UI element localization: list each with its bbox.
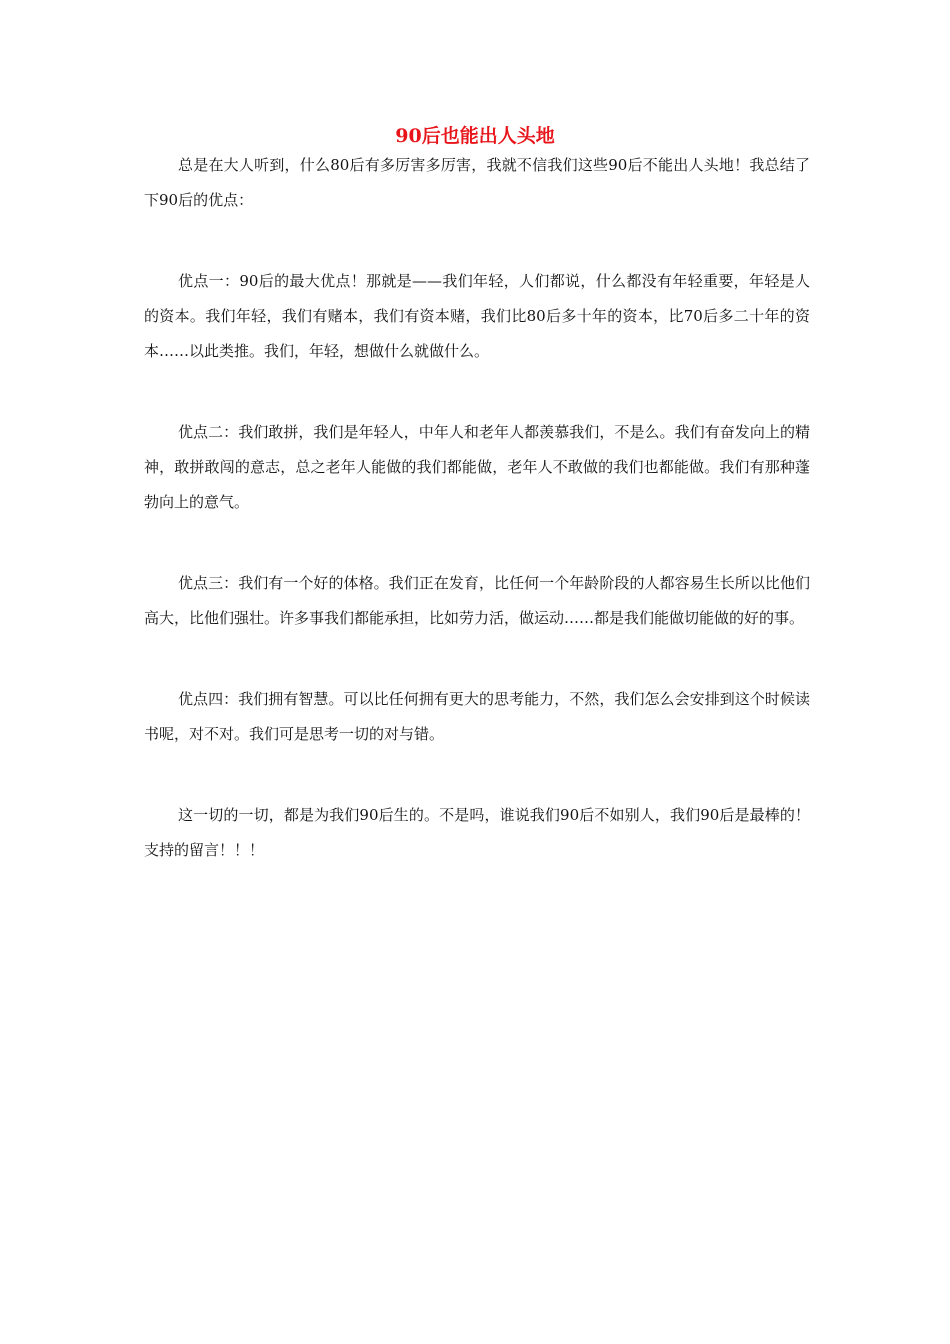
paragraph-spacer bbox=[144, 369, 810, 415]
paragraph-spacer bbox=[144, 218, 810, 264]
advantage-two-paragraph: 优点二：我们敢拼，我们是年轻人，中年人和老年人都羡慕我们，不是么。我们有奋发向上的精神，敢拼敢闯的意志，总之老年人能做的我们都能做，老年人不敢做的我们也都能做。我们有那种蓬勃向上的意气。 bbox=[144, 423, 810, 511]
advantage-three-paragraph: 优点三：我们有一个好的体格。我们正在发育，比任何一个年龄阶段的人都容易生长所以比他们高大，比他们强壮。许多事我们都能承担，比如劳力活，做运动……都是我们能做切能做的好的事。 bbox=[144, 574, 810, 627]
advantage-one-paragraph: 优点一：90后的最大优点！那就是——我们年轻，人们都说，什么都没有年轻重要，年轻是人的资本。我们年轻，我们有赌本，我们有资本赌，我们比80后多十年的资本，比70后多二十年的资本……以此类推。我们，年轻，想做什么就做什么。 bbox=[144, 272, 810, 360]
paragraph-spacer bbox=[144, 636, 810, 682]
paragraph-spacer bbox=[144, 752, 810, 798]
conclusion-paragraph: 这一切的一切，都是为我们90后生的。不是吗，谁说我们90后不如别人，我们90后是最棒的！支持的留言！！！ bbox=[144, 806, 810, 859]
intro-paragraph: 总是在大人听到，什么80后有多厉害多厉害，我就不信我们这些90后不能出人头地！我总结了下90后的优点： bbox=[144, 156, 810, 209]
document-title: 90后也能出人头地 bbox=[395, 125, 555, 147]
document-body bbox=[144, 148, 810, 868]
advantage-four-paragraph: 优点四：我们拥有智慧。可以比任何拥有更大的思考能力，不然，我们怎么会安排到这个时候读书呢，对不对。我们可是思考一切的对与错。 bbox=[144, 690, 810, 743]
paragraph-spacer bbox=[144, 520, 810, 566]
